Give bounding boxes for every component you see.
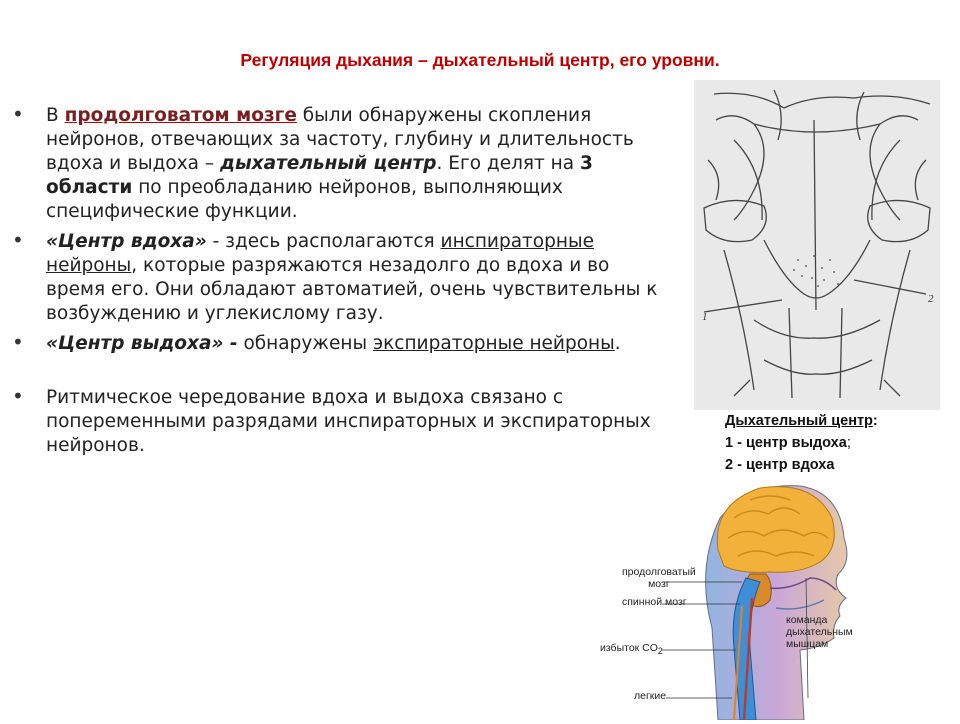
term-inspiration-center: «Центр вдоха» [46,231,207,252]
brainstem-figure [694,80,940,410]
label-medulla: продолговатый мозг [622,566,696,590]
term-inspiratory-neurons: инспираторные нейроны [46,231,594,276]
slide-title: Регуляция дыхания – дыхательный центр, его уровни. [240,50,720,70]
label-spinal-cord: спинной мозг [622,596,687,608]
caption-line-2: 2 - центр вдоха [725,457,835,473]
label-co2-excess: избыток $CO_2$ [600,642,663,657]
bullet-list [10,104,670,464]
head-profile-figure [600,478,920,720]
label-muscle-command: команда дыхательным мышцам [786,614,853,650]
term-three-areas: 3 области [46,153,593,198]
figure-label-1: 1 [702,311,708,323]
bullet-item-expiration-center: • «Центр выдоха» - обнаружены экспираторные нейроны. [12,330,621,354]
bullet-icon: • [12,384,24,408]
bullet-icon: • [12,330,24,354]
term-expiration-center: «Центр выдоха» - [46,333,238,354]
figure-label-2: 2 [928,293,934,305]
bullet-item-rhythm: • Ритмическое чередование вдоха и выдоха связано с попеременными разрядами инспираторных и экспираторных нейронов. [12,384,651,456]
bullet-icon: • [12,228,24,252]
figure-caption: Дыхательный центр: 1 - центр выдоха; 2 - центр вдоха [725,410,955,476]
bullet-icon: • [12,102,24,126]
caption-head: Дыхательный центр [725,413,873,429]
term-expiratory-neurons: экспираторные нейроны [372,333,615,354]
brainstem-drawing [694,80,940,410]
bullet-item-medulla: • В продолговатом мозге были обнаружены скопления нейронов, отвечающих за частоту, глубину и длительность вдоха и выдоха – дыхательный центр. Его делят на 3 области по преобладанию нейронов, выполняющих специфические функции. [12,102,634,222]
term-respiratory-center: дыхательный центр [220,153,437,174]
medulla-link[interactable]: продолговатом мозге [64,105,297,126]
bullet-item-inspiration-center: • «Центр вдоха» - здесь располагаются инспираторные нейроны, которые разряжаются незадолго до вдоха и во время его. Они обладают автоматией, очень чувствительны к возбуждению и углекислому газу. [12,228,658,324]
caption-line-1: 1 - центр выдоха [725,435,847,451]
label-lungs: легкие [634,690,667,702]
